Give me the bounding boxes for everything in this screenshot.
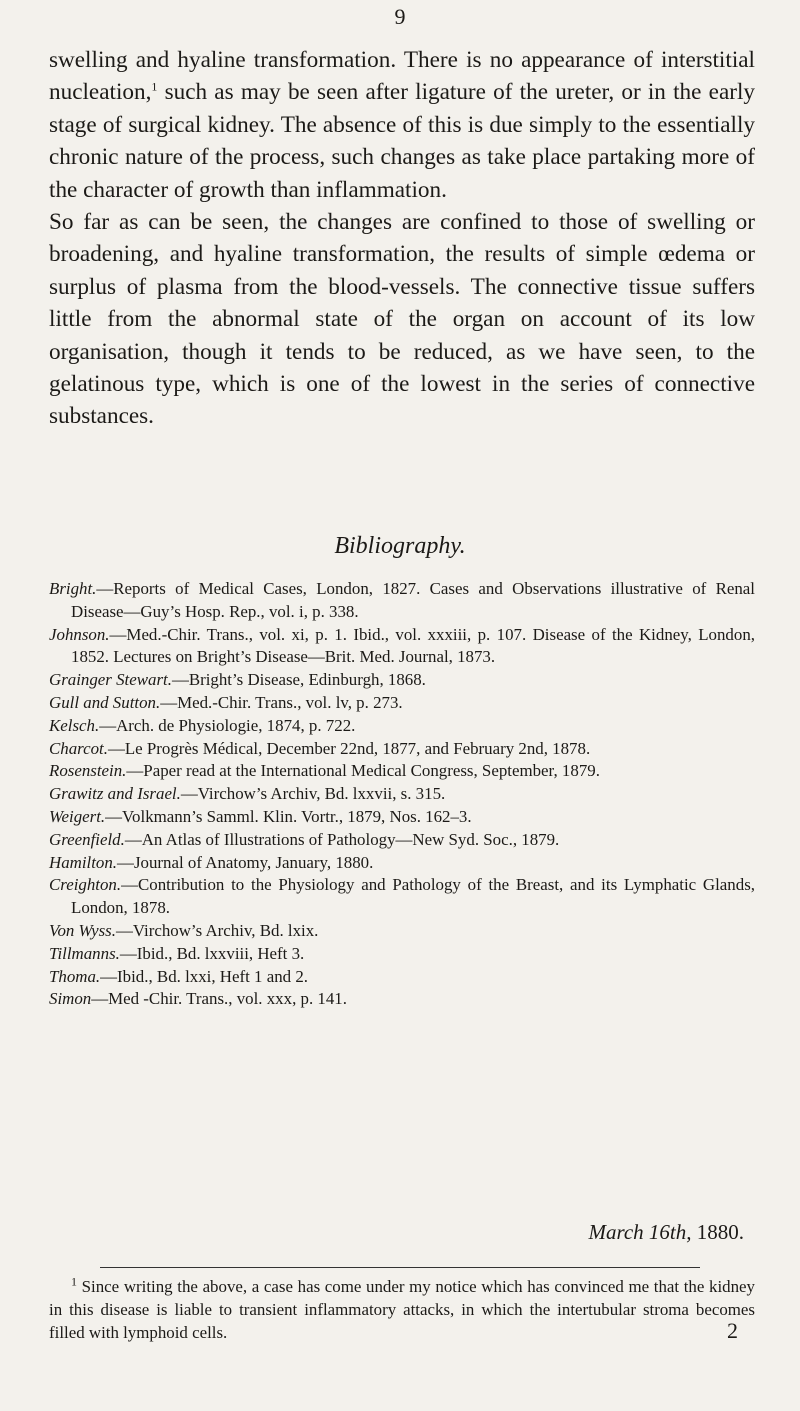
entry-text: —Bright’s Disease, Edinburgh, 1868. (171, 670, 426, 690)
bibliography-entry (49, 874, 755, 920)
bibliography-entry (49, 783, 755, 806)
bibliography-entry (49, 692, 755, 715)
bibliography-entry (49, 715, 755, 738)
page-number: 9 (394, 4, 406, 29)
entry-text: —Med -Chir. Trans., vol. xxx, p. 141. (91, 989, 347, 1009)
bibliography-entry (49, 624, 755, 670)
bibliography-entry (49, 943, 755, 966)
footnote-reference: 1 (151, 79, 158, 94)
entry-text: —Arch. de Physiologie, 1874, p. 722. (99, 715, 356, 735)
signature-mark: 2 (727, 1318, 738, 1343)
entry-text: —Journal of Anatomy, January, 1880. (117, 852, 374, 872)
entry-text: —Virchow’s Archiv, Bd. lxix. (115, 920, 319, 940)
body-text (49, 44, 755, 433)
paragraph: So far as can be seen, the changes are confined to those of swelling or broadening, and hyaline transformation, the results of simple œdema or surplus of plasma from the blood-vessels. The connective tissue suffers little from the abnormal state of the organ on account of its low organisation, though it tends to be reduced, as we have seen, to the gelatinous type, which is one of the lowest in the series of connective substances. (49, 209, 755, 430)
entry-author: Simon (49, 989, 92, 1009)
bibliography-entry (49, 966, 755, 989)
entry-author: Gull and Sutton. (49, 692, 161, 712)
entry-text: —Reports of Medical Cases, London, 1827. Cases and Observations illustrative of Renal Disease—Guy’s Hosp. Rep., vol. i, p. 338. (71, 579, 755, 621)
entry-text: —Paper read at the International Medical Congress, September, 1879. (126, 761, 600, 781)
entry-text: —Le Progrès Médical, December 22nd, 1877, and February 2nd, 1878. (107, 738, 591, 758)
entry-author: Weigert. (49, 806, 106, 826)
entry-author: Charcot. (49, 738, 108, 758)
entry-author: Greenfield. (49, 829, 125, 849)
entry-author: Tillmanns. (49, 943, 120, 963)
bibliography-entry (49, 738, 755, 761)
entry-author: Bright. (49, 579, 97, 598)
entry-text: —An Atlas of Illustrations of Pathology—New Syd. Soc., 1879. (124, 829, 560, 849)
entry-text: —Med.-Chir. Trans., vol. lv, p. 273. (160, 692, 403, 712)
bibliography-entry (49, 806, 755, 829)
entry-author: Von Wyss. (49, 920, 116, 940)
footnote-divider (100, 1267, 700, 1268)
entry-text: —Ibid., Bd. lxxi, Heft 1 and 2. (100, 966, 308, 986)
dateline-date: March 16th, (588, 1220, 692, 1244)
entry-author: Grawitz and Israel. (49, 784, 181, 804)
bibliography-entry (49, 829, 755, 852)
entry-text: —Virchow’s Archiv, Bd. lxxvii, s. 315. (180, 784, 446, 804)
entry-text: —Med.-Chir. Trans., vol. xi, p. 1. Ibid., vol. xxxiii, p. 107. Disease of the Kidney, London, 1852. Lectures on Bright’s Disease—Brit. Med. Journal, 1873. (71, 624, 755, 667)
bibliography-entry (49, 669, 755, 692)
paragraph (49, 44, 755, 206)
entry-author: Creighton. (49, 875, 122, 895)
bibliography-entry (49, 760, 755, 783)
footnote-text: Since writing the above, a case has come under my notice which has convinced me that the kidney in this disease is liable to transient inflammatory attacks, in which the intertubular stroma becomes filled with lymphoid cells. (49, 1277, 755, 1342)
footnote-marker: 1 (71, 1274, 77, 1289)
entry-text: —Volkmann’s Samml. Klin. Vortr., 1879, Nos. 162–3. (105, 806, 472, 826)
entry-text: —Contribution to the Physiology and Pathology of the Breast, and its Lymphatic Glands, London, 1878. (71, 875, 755, 918)
bibliography-entry (49, 988, 755, 1011)
entry-author: Rosenstein. (49, 761, 127, 781)
bibliography-entry (49, 578, 755, 624)
paragraph-text: swelling and hyaline transformation. There is no appearance of interstitial nucleation, (49, 47, 755, 106)
dateline (588, 1220, 744, 1245)
footnote (49, 1276, 755, 1344)
bibliography-entry (49, 852, 755, 875)
bibliography-list (49, 578, 755, 1011)
entry-author: Hamilton. (49, 852, 118, 872)
entry-author: Thoma. (49, 966, 101, 986)
entry-author: Grainger Stewart. (49, 670, 172, 690)
dateline-year: 1880. (691, 1220, 744, 1244)
entry-text: —Ibid., Bd. lxxviii, Heft 3. (119, 943, 305, 963)
entry-author: Kelsch. (49, 715, 100, 735)
paragraph-text: such as may be seen after ligature of the ureter, or in the early stage of surgical kidney. The absence of this is due simply to the essentially chronic nature of the process, such changes as take place partaking more of the character of growth than inflammation. (49, 79, 755, 203)
bibliography-heading: Bibliography. (334, 533, 466, 559)
bibliography-entry (49, 920, 755, 943)
entry-author: Johnson. (49, 624, 110, 644)
